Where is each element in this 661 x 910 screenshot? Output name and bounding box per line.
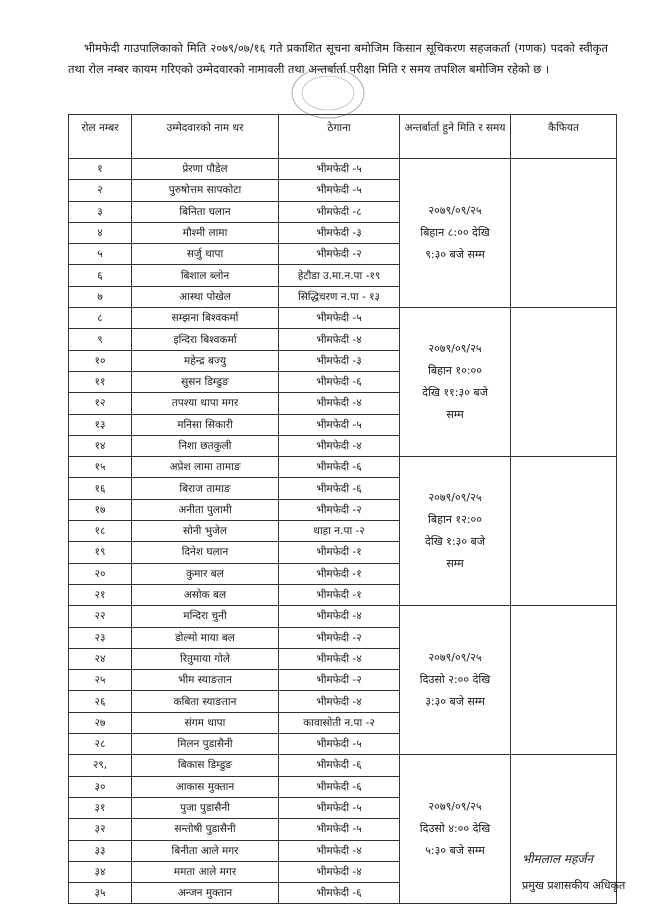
- roll-cell: १५: [69, 457, 132, 478]
- signature-block: [522, 848, 640, 906]
- address-cell: थाहा न.पा -२: [279, 521, 400, 542]
- address-cell: भीमफेदी -४: [279, 861, 400, 882]
- name-cell: बिकास डिम्डुङ: [132, 755, 279, 776]
- table-row: [69, 606, 617, 627]
- name-cell: सम्झना बिश्वकर्मा: [132, 308, 279, 329]
- remarks-cell: [511, 159, 617, 308]
- name-cell: महेन्द्र बज्यु: [132, 350, 279, 371]
- schedule-line: ९:३० बजे सम्म: [425, 248, 485, 262]
- address-cell: भीमफेदी -४: [279, 840, 400, 861]
- roll-cell: १८: [69, 521, 132, 542]
- name-cell: अन्जन मुक्तान: [132, 883, 279, 904]
- roll-cell: ७: [69, 286, 132, 307]
- address-cell: सिद्धिचरण न.पा - १३: [279, 286, 400, 307]
- roll-cell: १९: [69, 542, 132, 563]
- address-cell: भीमफेदी -५: [279, 159, 400, 180]
- name-cell: प्रेरणा पौडेल: [132, 159, 279, 180]
- schedule-line: सम्म: [446, 557, 464, 571]
- schedule-line: २०७९/०९/२५: [428, 342, 482, 356]
- name-cell: बिनीता आले मगर: [132, 840, 279, 861]
- name-cell: आस्था पोखेल: [132, 286, 279, 307]
- table-header-row: [69, 115, 617, 159]
- name-cell: संगम थापा: [132, 712, 279, 733]
- name-cell: असोक बल: [132, 584, 279, 605]
- name-cell: पुरुषोत्तम सापकोटा: [132, 180, 279, 201]
- address-cell: भीमफेदी -३: [279, 350, 400, 371]
- roll-cell: ९: [69, 329, 132, 350]
- name-cell: कबिता स्याङतान: [132, 691, 279, 712]
- schedule-line: ५:३० बजे सम्म: [425, 844, 485, 858]
- signature-name: भीमलाल महर्जन: [522, 852, 594, 866]
- name-cell: निशा छतकुली: [132, 435, 279, 456]
- schedule-cell: [400, 606, 511, 755]
- name-cell: डोल्मो माया बल: [132, 627, 279, 648]
- roll-cell: २३: [69, 627, 132, 648]
- name-cell: तपश्या थापा मगर: [132, 393, 279, 414]
- name-cell: बिराज तामाङ: [132, 478, 279, 499]
- address-cell: भीमफेदी -५: [279, 180, 400, 201]
- roll-cell: २४: [69, 648, 132, 669]
- name-cell: मन्दिरा चुनी: [132, 606, 279, 627]
- schedule-line: बिहान १०:००: [427, 364, 482, 378]
- schedule-cell: [400, 308, 511, 457]
- name-cell: पुजा पुडासैनी: [132, 797, 279, 818]
- address-cell: भीमफेदी -४: [279, 606, 400, 627]
- address-cell: भीमफेदी -२: [279, 499, 400, 520]
- roll-cell: ११: [69, 371, 132, 392]
- address-cell: भीमफेदी -४: [279, 435, 400, 456]
- name-cell: सुसन डिम्डुङ: [132, 371, 279, 392]
- roll-cell: ३५: [69, 883, 132, 904]
- roll-cell: ४: [69, 222, 132, 243]
- schedule-line: बिहान १२:००: [427, 513, 482, 527]
- header-name: उम्मेदवारको नाम थर: [132, 115, 279, 159]
- name-cell: मौश्मी लामा: [132, 222, 279, 243]
- schedule-line: २०७९/०९/२५: [428, 204, 482, 218]
- schedule-line: ३:३० बजे सम्म: [425, 695, 485, 709]
- roll-cell: ३०: [69, 776, 132, 797]
- address-cell: भीमफेदी -१: [279, 542, 400, 563]
- roll-cell: १०: [69, 350, 132, 371]
- table-row: [69, 457, 617, 478]
- roll-cell: २: [69, 180, 132, 201]
- schedule-cell: [400, 159, 511, 308]
- schedule-line: देखि ११:३० बजे: [422, 386, 488, 400]
- schedule-line: देखि १:३० बजे: [425, 535, 485, 549]
- name-cell: बिनिता घलान: [132, 201, 279, 222]
- roll-cell: १४: [69, 435, 132, 456]
- address-cell: भीमफेदी -६: [279, 755, 400, 776]
- address-cell: भीमफेदी -५: [279, 414, 400, 435]
- address-cell: भीमफेदी -२: [279, 670, 400, 691]
- remarks-cell: [511, 606, 617, 755]
- remarks-cell: [511, 457, 617, 606]
- name-cell: इन्दिरा बिश्वकर्मा: [132, 329, 279, 350]
- roll-cell: ५: [69, 244, 132, 265]
- name-cell: सोनी भुजेल: [132, 521, 279, 542]
- header-address: ठेगाना: [279, 115, 400, 159]
- name-cell: ममता आले मगर: [132, 861, 279, 882]
- header-roll: रोल नम्बर: [69, 115, 132, 159]
- address-cell: भीमफेदी -६: [279, 371, 400, 392]
- address-cell: भीमफेदी -१: [279, 584, 400, 605]
- address-cell: भीमफेदी -५: [279, 819, 400, 840]
- address-cell: भीमफेदी -२: [279, 627, 400, 648]
- schedule-cell: [400, 755, 511, 904]
- roll-cell: २७: [69, 712, 132, 733]
- address-cell: भीमफेदी -३: [279, 222, 400, 243]
- name-cell: सन्तोषी पुडासैनी: [132, 819, 279, 840]
- address-cell: भीमफेदी -६: [279, 776, 400, 797]
- name-cell: रितुमाया गोले: [132, 648, 279, 669]
- roll-cell: २२: [69, 606, 132, 627]
- address-cell: भीमफेदी -४: [279, 329, 400, 350]
- candidate-table: [68, 114, 617, 904]
- schedule-line: सम्म: [446, 408, 464, 422]
- roll-cell: २५: [69, 670, 132, 691]
- schedule-line: दिउसो ४:०० देखि: [419, 822, 491, 836]
- address-cell: भीमफेदी -४: [279, 393, 400, 414]
- address-cell: भीमफेदी -४: [279, 691, 400, 712]
- roll-cell: २१: [69, 584, 132, 605]
- address-cell: भीमफेदी -६: [279, 883, 400, 904]
- roll-cell: ३२: [69, 819, 132, 840]
- roll-cell: १: [69, 159, 132, 180]
- schedule-line: २०७९/०९/२५: [428, 491, 482, 505]
- address-cell: भीमफेदी -१: [279, 563, 400, 584]
- name-cell: सर्जु थापा: [132, 244, 279, 265]
- address-cell: हेटौडा उ.मा.न.पा -१९: [279, 265, 400, 286]
- roll-cell: २९,: [69, 755, 132, 776]
- roll-cell: २६: [69, 691, 132, 712]
- roll-cell: १३: [69, 414, 132, 435]
- name-cell: अप्रेश लामा तामाङ: [132, 457, 279, 478]
- table-row: [69, 159, 617, 180]
- address-cell: भीमफेदी -६: [279, 478, 400, 499]
- schedule-line: २०७९/०९/२५: [428, 651, 482, 665]
- header-remarks: कैफियत: [511, 115, 617, 159]
- roll-cell: ३४: [69, 861, 132, 882]
- header-schedule: अन्तर्बार्ता हुने मिति र समय: [400, 115, 511, 159]
- roll-cell: ६: [69, 265, 132, 286]
- address-cell: भीमफेदी -६: [279, 457, 400, 478]
- name-cell: बिशाल ब्लोन: [132, 265, 279, 286]
- name-cell: मनिसा सिकारी: [132, 414, 279, 435]
- name-cell: दिनेश घलान: [132, 542, 279, 563]
- address-cell: कावासोती न.पा -२: [279, 712, 400, 733]
- name-cell: आकास मुक्तान: [132, 776, 279, 797]
- table-row: [69, 308, 617, 329]
- roll-cell: ३१: [69, 797, 132, 818]
- address-cell: भीमफेदी -५: [279, 734, 400, 755]
- roll-cell: १७: [69, 499, 132, 520]
- schedule-line: बिहान ८:०० देखि: [420, 226, 490, 240]
- name-cell: कुमार बल: [132, 563, 279, 584]
- remarks-cell: [511, 308, 617, 457]
- name-cell: मिलन पुडासैनी: [132, 734, 279, 755]
- address-cell: भीमफेदी -८: [279, 201, 400, 222]
- address-cell: भीमफेदी -४: [279, 648, 400, 669]
- name-cell: भीम स्याङतान: [132, 670, 279, 691]
- roll-cell: १२: [69, 393, 132, 414]
- schedule-line: दिउसो २:०० देखि: [419, 673, 491, 687]
- roll-cell: ३३: [69, 840, 132, 861]
- roll-cell: २८: [69, 734, 132, 755]
- table-row: [69, 755, 617, 776]
- signature-title: प्रमुख प्रशासकीय अधिकृत: [522, 879, 626, 892]
- address-cell: भीमफेदी -२: [279, 244, 400, 265]
- name-cell: अनीता पुलामी: [132, 499, 279, 520]
- schedule-cell: [400, 457, 511, 606]
- schedule-line: २०७९/०९/२५: [428, 800, 482, 814]
- address-cell: भीमफेदी -५: [279, 797, 400, 818]
- notice-paragraph: भीमफेदी गाउपालिकाको मिति २०७९/०७/१६ गते प्रकाशित सूचना बमोजिम किसान सूचिकरण सहजकर्ता (गणक) पदको स्वीकृत तथा रोल नम्बर कायम गरिएको उम्मेदवारको नामावली तथा अन्तर्बार्ता परीक्षा मिति र समय तपशिल बमोजिम रहेको छ ।: [68, 41, 608, 76]
- roll-cell: १६: [69, 478, 132, 499]
- roll-cell: २०: [69, 563, 132, 584]
- roll-cell: ८: [69, 308, 132, 329]
- roll-cell: ३: [69, 201, 132, 222]
- address-cell: भीमफेदी -५: [279, 308, 400, 329]
